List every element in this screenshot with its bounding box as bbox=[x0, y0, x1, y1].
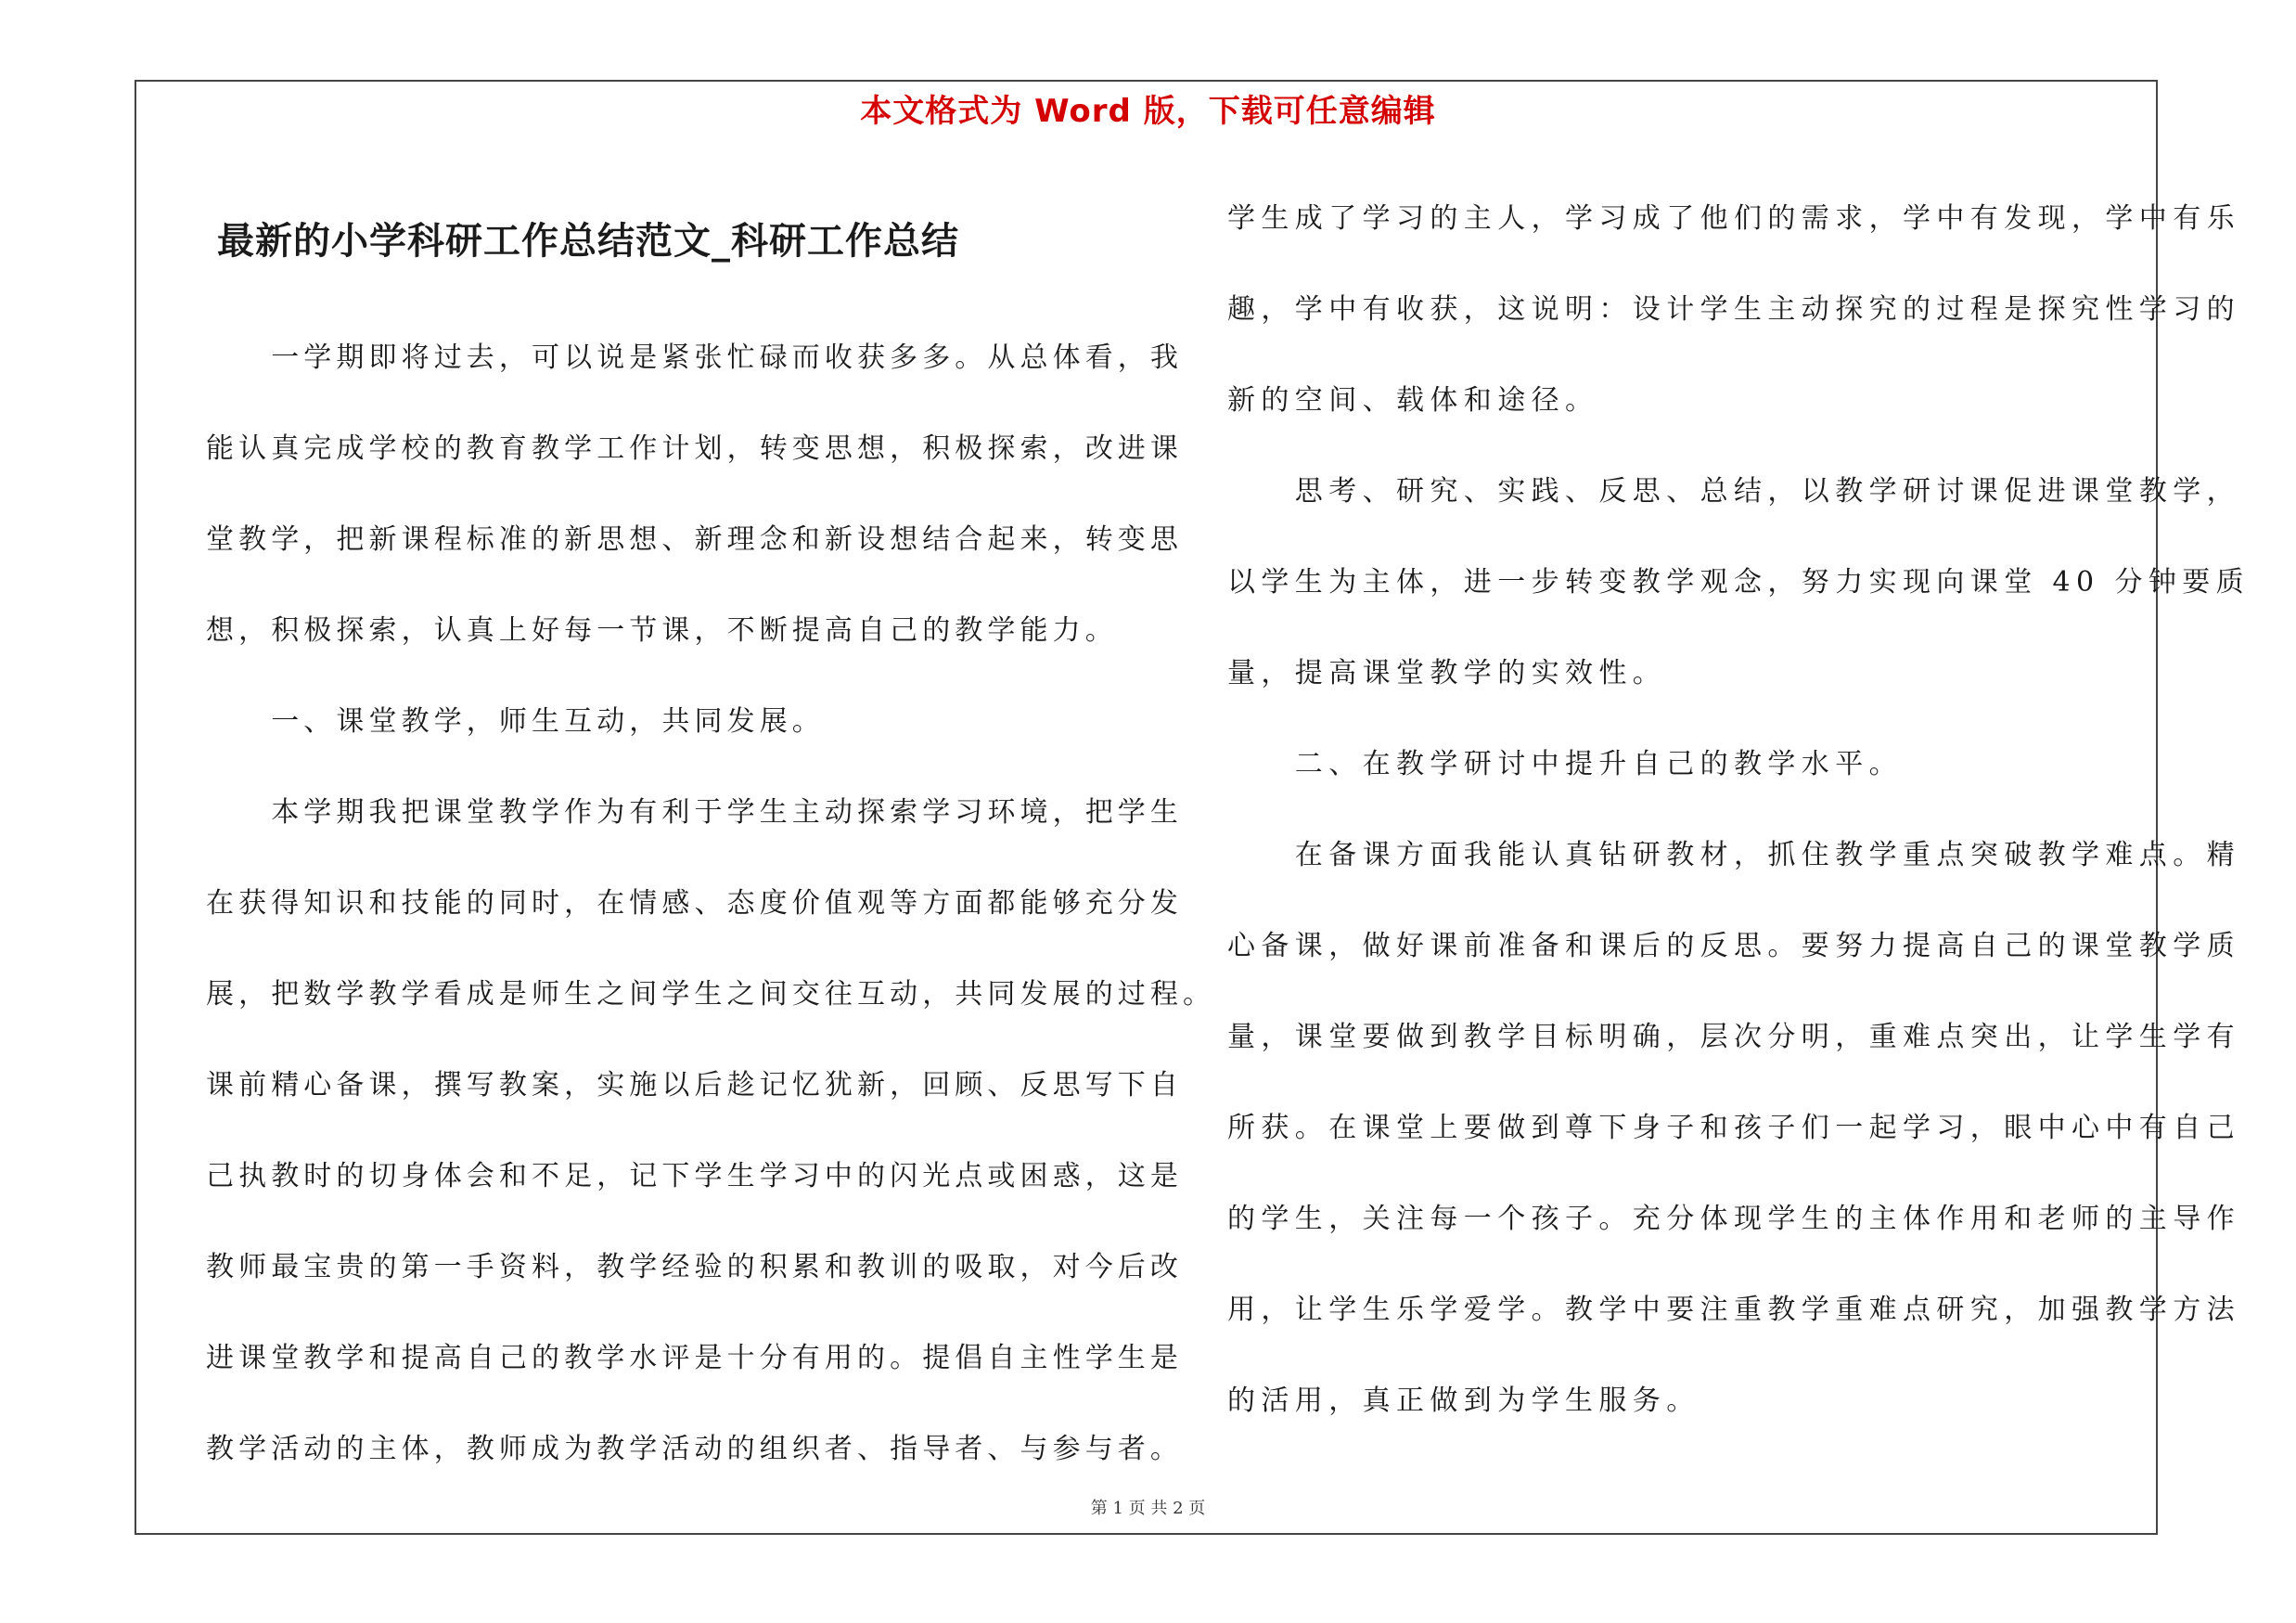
format-banner: 本文格式为 Word 版，下载可任意编辑 bbox=[860, 93, 1436, 130]
text-line: 己执教时的切身体会和不足，记下学生学习中的闪光点或困惑，这是 bbox=[206, 1160, 1183, 1192]
text-line: 的活用，真正做到为学生服务。 bbox=[1227, 1385, 1700, 1417]
text-line: 展，把数学教学看成是师生之间学生之间交往互动，共同发展的过程。 bbox=[206, 978, 1216, 1011]
text-line: 学生成了学习的主人，学习成了他们的需求，学中有发现，学中有乐 bbox=[1227, 202, 2240, 235]
text-line: 课前精心备课，撰写教案，实施以后趁记忆犹新，回顾、反思写下自 bbox=[206, 1069, 1183, 1101]
text-line: 量，课堂要做到教学目标明确，层次分明，重难点突出，让学生学有 bbox=[1227, 1021, 2240, 1053]
text-line: 二、在教学研讨中提升自己的教学水平。 bbox=[1227, 748, 1903, 780]
page-number-footer: 第 1 页 共 2 页 bbox=[1090, 1499, 1206, 1518]
text-line: 以学生为主体，进一步转变教学观念，努力实现向课堂 40 分钟要质 bbox=[1227, 566, 2251, 599]
text-line: 新的空间、载体和途径。 bbox=[1227, 384, 1599, 417]
text-line: 思考、研究、实践、反思、总结，以教学研讨课促进课堂教学， bbox=[1227, 475, 2240, 508]
text-line: 在获得知识和技能的同时，在情感、态度价值观等方面都能够充分发 bbox=[206, 887, 1183, 920]
text-line: 所获。在课堂上要做到尊下身子和孩子们一起学习，眼中心中有自己 bbox=[1227, 1112, 2240, 1144]
text-line: 用，让学生乐学爱学。教学中要注重教学重难点研究，加强教学方法 bbox=[1227, 1294, 2240, 1326]
text-line: 在备课方面我能认真钻研教材，抓住教学重点突破教学难点。精 bbox=[1227, 839, 2240, 871]
text-line: 量，提高课堂教学的实效性。 bbox=[1227, 657, 1667, 689]
text-line: 能认真完成学校的教育教学工作计划，转变思想，积极探索，改进课 bbox=[206, 432, 1183, 465]
text-line: 趣，学中有收获，这说明：设计学生主动探究的过程是探究性学习的 bbox=[1227, 293, 2240, 326]
text-line: 堂教学，把新课程标准的新思想、新理念和新设想结合起来，转变思 bbox=[206, 523, 1183, 556]
text-line: 教学活动的主体，教师成为教学活动的组织者、指导者、与参与者。 bbox=[206, 1433, 1183, 1465]
text-line: 一学期即将过去，可以说是紧张忙碌而收获多多。从总体看，我 bbox=[206, 341, 1183, 374]
text-line: 一、课堂教学，师生互动，共同发展。 bbox=[206, 705, 825, 738]
text-line: 的学生，关注每一个孩子。充分体现学生的主体作用和老师的主导作 bbox=[1227, 1203, 2240, 1235]
text-line: 教师最宝贵的第一手资料，教学经验的积累和教训的吸取，对今后改 bbox=[206, 1251, 1183, 1283]
text-line: 进课堂教学和提高自己的教学水评是十分有用的。提倡自主性学生是 bbox=[206, 1342, 1183, 1374]
text-line: 想，积极探索，认真上好每一节课，不断提高自己的教学能力。 bbox=[206, 614, 1118, 647]
text-line: 心备课，做好课前准备和课后的反思。要努力提高自己的课堂教学质 bbox=[1227, 930, 2240, 962]
text-line: 本学期我把课堂教学作为有利于学生主动探索学习环境，把学生 bbox=[206, 796, 1183, 829]
document-title: 最新的小学科研工作总结范文_科研工作总结 bbox=[217, 219, 959, 263]
